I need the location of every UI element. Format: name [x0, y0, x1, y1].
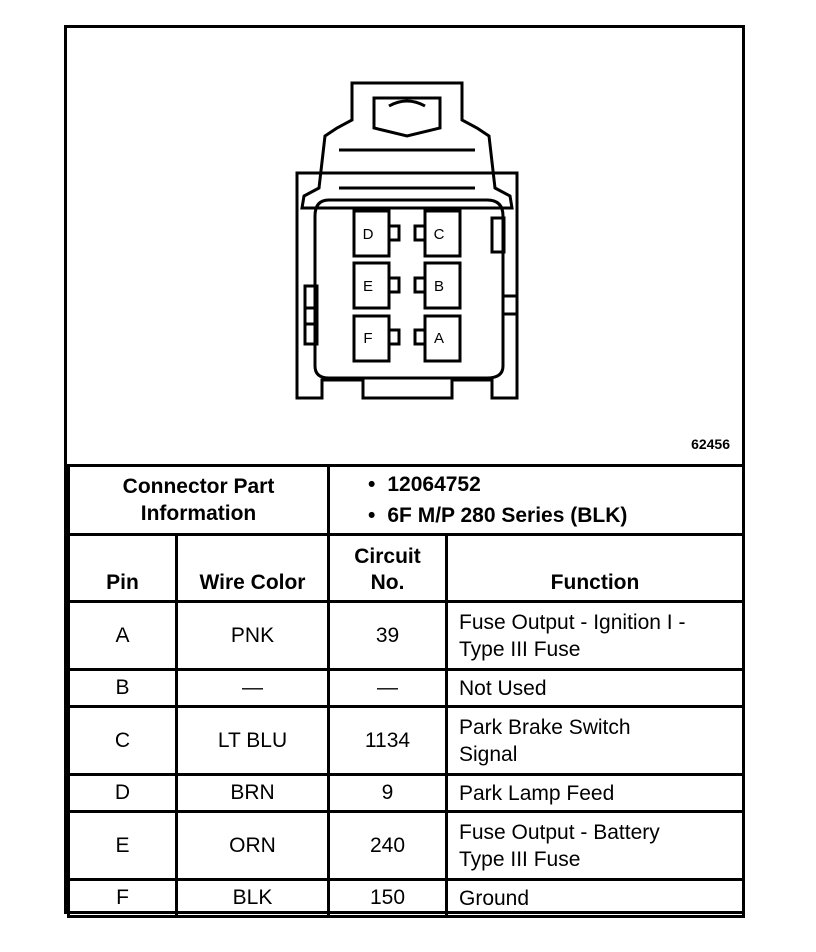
part-info-label-line1: Connector Part [122, 475, 275, 498]
circuit-cell: 240 [329, 812, 447, 880]
part-info-row [69, 466, 744, 535]
function-cell [447, 707, 744, 775]
table-row [69, 602, 744, 670]
table-row [69, 880, 744, 917]
pin-label-f: F [363, 330, 373, 347]
connector-series: • 6F M/P 280 Series (BLK) [368, 500, 742, 531]
pin-label-d: D [362, 226, 374, 243]
circuit-cell: 9 [329, 775, 447, 812]
pin-label-e: E [362, 278, 374, 295]
wire-color-cell: BRN [177, 775, 329, 812]
connector-drawing [67, 28, 742, 466]
part-info-label-line2: Information [140, 502, 257, 525]
function-cell: Not Used [447, 670, 744, 707]
pin-cell: B [69, 670, 177, 707]
header-row [69, 535, 744, 602]
table-row [69, 812, 744, 880]
wire-color-cell: BLK [177, 880, 329, 917]
wire-color-cell: LT BLU [177, 707, 329, 775]
function-line: Type III Fuse [459, 847, 581, 871]
table-row [69, 707, 744, 775]
pin-cell: F [69, 880, 177, 917]
part-info-list [329, 466, 744, 535]
part-number: • 12064752 [368, 469, 742, 500]
pinout-table [67, 464, 745, 918]
function-cell [447, 812, 744, 880]
figure-number: 62456 [691, 436, 730, 452]
circuit-cell: 39 [329, 602, 447, 670]
function-line: Fuse Output - Battery [459, 820, 660, 844]
header-circuit [329, 535, 447, 602]
function-cell: Ground [447, 880, 744, 917]
pin-cell: A [69, 602, 177, 670]
header-function: Function [447, 535, 744, 602]
header-wire-color: Wire Color [177, 535, 329, 602]
wire-color-cell: — [177, 670, 329, 707]
wire-color-cell: ORN [177, 812, 329, 880]
pin-cell: D [69, 775, 177, 812]
function-cell [447, 602, 744, 670]
table-row [69, 670, 744, 707]
header-pin: Pin [69, 535, 177, 602]
part-info-label [69, 466, 329, 535]
pin-label-a: A [433, 330, 445, 347]
connector-diagram [67, 28, 742, 466]
circuit-cell: — [329, 670, 447, 707]
connector-frame [64, 25, 745, 914]
table-row [69, 775, 744, 812]
function-line: Signal [459, 742, 518, 766]
wire-color-cell: PNK [177, 602, 329, 670]
pin-label-b: B [433, 278, 445, 295]
function-line: Type III Fuse [459, 637, 581, 661]
header-circuit-line1: Circuit [354, 545, 421, 568]
function-line: Park Brake Switch [459, 715, 631, 739]
circuit-cell: 150 [329, 880, 447, 917]
pin-cell: E [69, 812, 177, 880]
pin-cell: C [69, 707, 177, 775]
function-cell: Park Lamp Feed [447, 775, 744, 812]
function-line: Fuse Output - Ignition I - [459, 610, 686, 634]
circuit-cell: 1134 [329, 707, 447, 775]
header-circuit-line2: No. [370, 571, 405, 594]
pin-label-c: C [433, 226, 445, 243]
